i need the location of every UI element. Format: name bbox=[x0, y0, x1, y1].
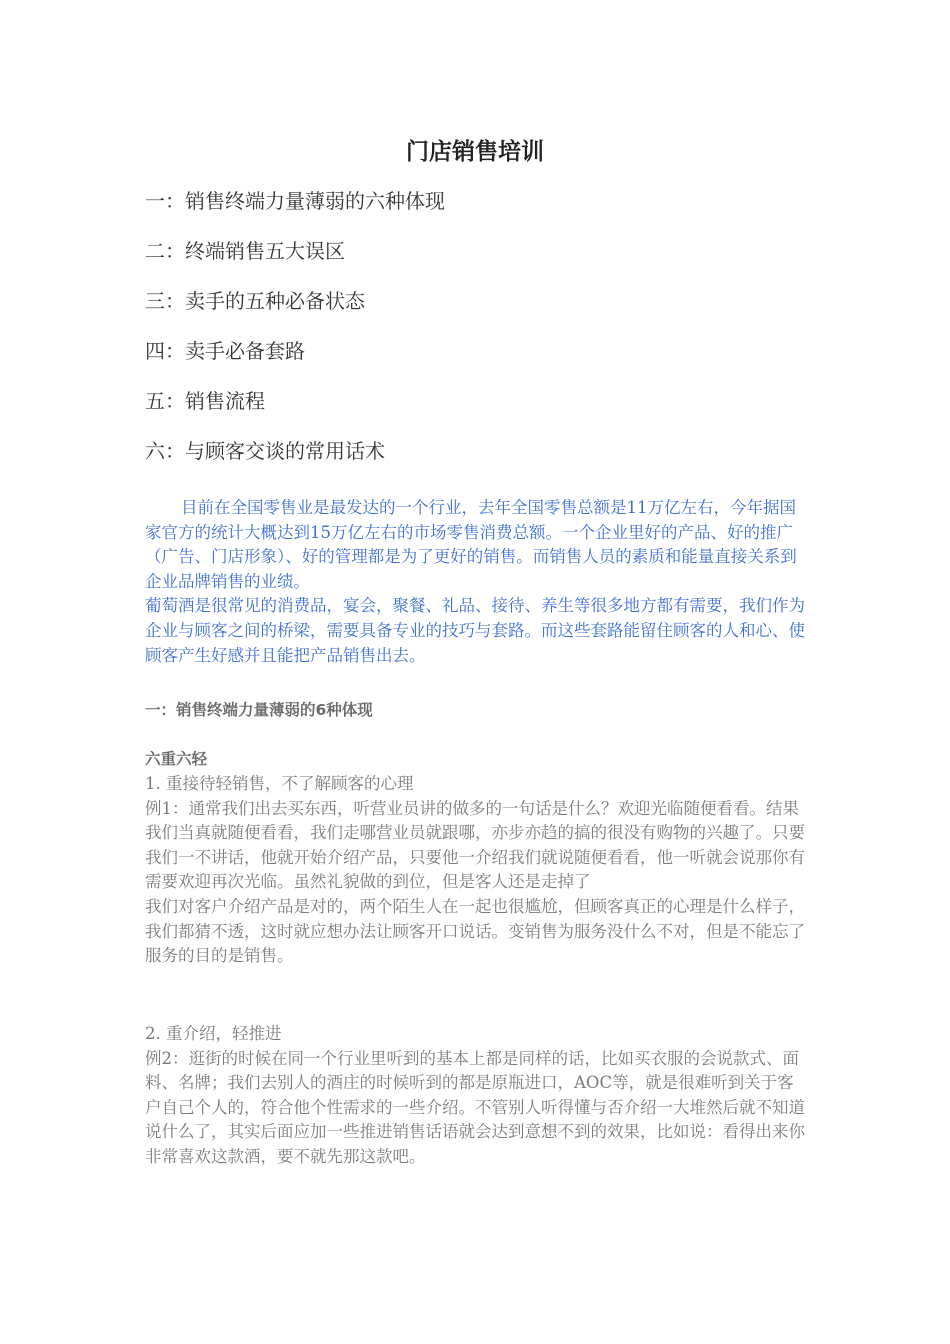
toc-item: 六：与顾客交谈的常用话术 bbox=[145, 439, 385, 463]
item-example: 例2：逛街的时候在同一个行业里听到的基本上都是同样的话，比如买衣服的会说款式、面料、名牌；我们去别人的酒庄的时候听到的都是原瓶进口，AOC等，就是很难听到关于客户自己个人的，符合他个性需求的一些介绍。不管别人听得懂与否介绍一大堆然后就不知道说什么了，其实后面应加一些推进销售话语就会达到意想不到的效果，比如说：看得出来你非常喜欢这款酒，要不就先那这款吧。 bbox=[145, 1048, 805, 1166]
toc-item: 四：卖手必备套路 bbox=[145, 339, 305, 363]
item-title: 2. 重介绍，轻推进 bbox=[145, 1024, 282, 1043]
toc-item: 一：销售终端力量薄弱的六种体现 bbox=[145, 189, 445, 213]
item-note: 我们对客户介绍产品是对的，两个陌生人在一起也很尴尬，但顾客真正的心理是什么样子，我们都猜不透，这时就应想办法让顾客开口说话。变销售为服务没什么不对，但是不能忘了服务的目的是销售。 bbox=[145, 896, 805, 966]
item-block bbox=[145, 1022, 807, 1170]
table-of-contents bbox=[145, 186, 445, 486]
toc-item: 三：卖手的五种必备状态 bbox=[145, 289, 365, 313]
section-heading: 一：销售终端力量薄弱的6种体现 bbox=[145, 701, 373, 719]
item-title: 1. 重接待轻销售，不了解顾客的心理 bbox=[145, 774, 414, 793]
intro-paragraph: 葡萄酒是很常见的消费品，宴会，聚餐、礼品、接待、养生等很多地方都有需要，我们作为企业与顾客之间的桥梁，需要具备专业的技巧与套路。而这些套路能留住顾客的人和心、使顾客产生好感并且能把产品销售出去。 bbox=[145, 596, 805, 665]
toc-item: 五：销售流程 bbox=[145, 389, 265, 413]
page-title: 门店销售培训 bbox=[406, 139, 544, 165]
item-example: 例1：通常我们出去买东西，听营业员讲的做多的一句话是什么？欢迎光临随便看看。结果我们当真就随便看看，我们走哪营业员就跟哪，亦步亦趋的搞的很没有购物的兴趣了。只要我们一不讲话，他就开始介绍产品，只要他一介绍我们就说随便看看，他一听就会说那你有需要欢迎再次光临。虽然礼貌做的到位，但是客人还是走掉了 bbox=[145, 798, 805, 892]
section-subheading: 六重六轻 bbox=[145, 750, 208, 768]
toc-item: 二：终端销售五大误区 bbox=[145, 239, 345, 263]
intro-paragraph: 目前在全国零售业是最发达的一个行业，去年全国零售总额是11万亿左右，今年据国家官方的统计大概达到15万亿左右的市场零售消费总额。一个企业里好的产品、好的推广（广告、门店形象）、好的管理都是为了更好的销售。而销售人员的素质和能量直接关系到企业品牌销售的业绩。 bbox=[145, 498, 797, 591]
item-block bbox=[145, 772, 807, 969]
intro-section bbox=[145, 496, 807, 668]
